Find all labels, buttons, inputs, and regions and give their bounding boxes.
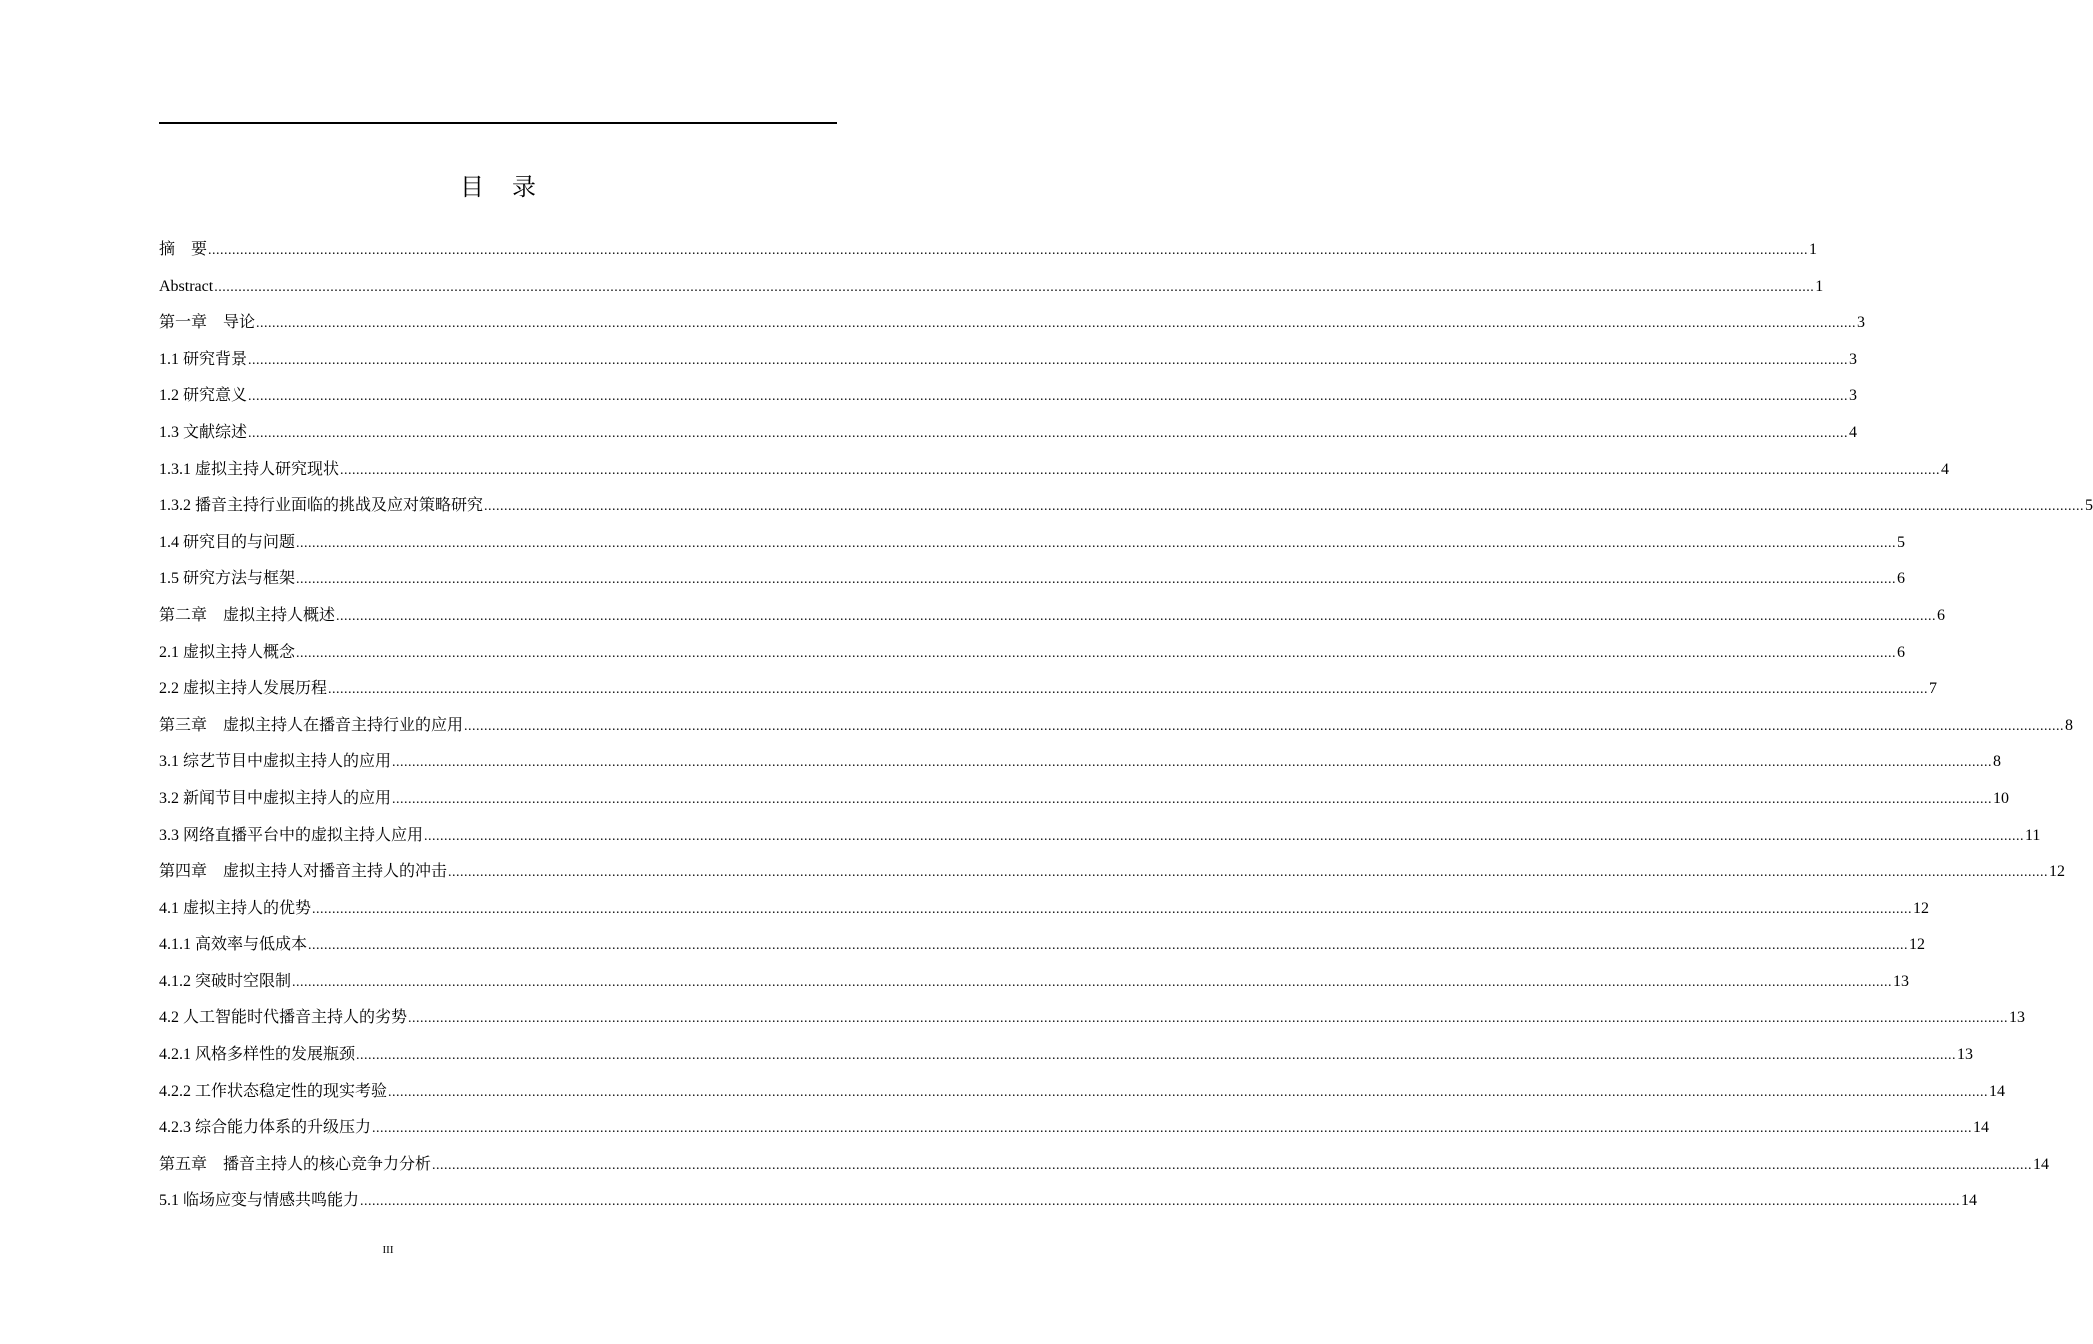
toc-leader-dots: ................................................................................................................................................................................................................................................................................................................................................................................................................ xyxy=(432,1157,2033,1173)
toc-entry-label: 3.3 网络直播平台中的虚拟主持人应用 xyxy=(159,826,424,844)
toc-entry-page: 13 xyxy=(1893,972,1910,990)
toc-entry-page: 5 xyxy=(1897,533,1906,551)
toc-leader-dots: ................................................................................................................................................................................................................................................................................................................................................................................................................ xyxy=(208,243,1809,258)
toc-entry-label: 第一章 导论 xyxy=(159,314,256,332)
toc-entry-page: 6 xyxy=(1897,643,1906,661)
toc-entry-page: 14 xyxy=(1973,1119,1990,1137)
toc-leader-dots: ................................................................................................................................................................................................................................................................................................................................................................................................................ xyxy=(484,499,2085,515)
toc-entry[interactable] xyxy=(159,964,1910,1001)
toc-leader-dots: ................................................................................................................................................................................................................................................................................................................................................................................................................ xyxy=(372,1121,1973,1137)
toc-entry[interactable] xyxy=(159,1074,2006,1111)
toc-entry[interactable] xyxy=(159,378,1858,415)
toc-leader-dots: ................................................................................................................................................................................................................................................................................................................................................................................................................ xyxy=(328,682,1929,698)
toc-entry[interactable] xyxy=(159,598,1946,635)
toc-entry-page: 5 xyxy=(2085,497,2093,515)
toc-entry[interactable] xyxy=(159,708,2074,745)
toc-entry-label: 第五章 播音主持人的核心竞争力分析 xyxy=(159,1155,432,1173)
toc-entry-label: 1.3.2 播音主持行业面临的挑战及应对策略研究 xyxy=(159,497,484,515)
toc-entry-page: 13 xyxy=(2009,1009,2026,1027)
toc-entry-page: 3 xyxy=(1857,314,1866,332)
toc-entry-label: 1.2 研究意义 xyxy=(159,387,248,405)
toc-leader-dots: ................................................................................................................................................................................................................................................................................................................................................................................................................ xyxy=(296,535,1897,551)
toc-leader-dots: ................................................................................................................................................................................................................................................................................................................................................................................................................ xyxy=(448,865,2049,881)
toc-entry-page: 8 xyxy=(1993,753,2002,771)
toc-entry[interactable] xyxy=(159,305,1866,342)
header-rule xyxy=(159,122,837,124)
toc-entry[interactable] xyxy=(159,488,2093,525)
toc-entry-label: 4.2 人工智能时代播音主持人的劣势 xyxy=(159,1009,408,1027)
toc-entry-label: 4.1.2 突破时空限制 xyxy=(159,972,292,990)
toc-entry[interactable] xyxy=(159,452,1950,489)
toc-leader-dots: ................................................................................................................................................................................................................................................................................................................................................................................................................ xyxy=(312,901,1913,917)
toc-entry-page: 13 xyxy=(1957,1046,1974,1064)
toc-entry-page: 10 xyxy=(1993,789,2010,807)
toc-entry[interactable] xyxy=(159,781,2010,818)
toc-entry-page: 4 xyxy=(1849,423,1858,441)
toc-entry-page: 8 xyxy=(2065,716,2074,734)
toc-entry-label: 第二章 虚拟主持人概述 xyxy=(159,606,336,624)
toc-entry-label: 3.2 新闻节目中虚拟主持人的应用 xyxy=(159,789,392,807)
toc-entry-page: 3 xyxy=(1849,350,1858,368)
toc-leader-dots: ................................................................................................................................................................................................................................................................................................................................................................................................................ xyxy=(336,608,1937,624)
toc-entry[interactable] xyxy=(159,891,1930,928)
toc-leader-dots: ................................................................................................................................................................................................................................................................................................................................................................................................................ xyxy=(424,828,2025,844)
toc-entry[interactable] xyxy=(159,854,2066,891)
toc-leader-dots: ................................................................................................................................................................................................................................................................................................................................................................................................................ xyxy=(464,718,2065,734)
toc-entry[interactable] xyxy=(159,269,1824,306)
toc-entry-label: 4.2.1 风格多样性的发展瓶颈 xyxy=(159,1046,356,1064)
toc-entry-label: 4.1.1 高效率与低成本 xyxy=(159,936,308,954)
toc-entry-label: 3.1 综艺节目中虚拟主持人的应用 xyxy=(159,753,392,771)
toc-entry-label: 4.2.2 工作状态稳定性的现实考验 xyxy=(159,1082,388,1100)
toc-entry[interactable] xyxy=(159,671,1938,708)
toc-entry[interactable] xyxy=(159,1037,1974,1074)
toc-entry-label: 1.4 研究目的与问题 xyxy=(159,533,296,551)
toc-entry-label: 4.1 虚拟主持人的优势 xyxy=(159,899,312,917)
toc-leader-dots: ................................................................................................................................................................................................................................................................................................................................................................................................................ xyxy=(340,462,1941,478)
toc-entry-label: 1.3 文献综述 xyxy=(159,423,248,441)
toc-leader-dots: ................................................................................................................................................................................................................................................................................................................................................................................................................ xyxy=(296,645,1897,661)
toc-entry[interactable] xyxy=(159,232,1818,269)
toc-leader-dots: ................................................................................................................................................................................................................................................................................................................................................................................................................ xyxy=(292,974,1893,990)
toc-entry-label: 5.1 临场应变与情感共鸣能力 xyxy=(159,1192,360,1210)
table-of-contents xyxy=(159,232,2093,1220)
toc-entry-page: 3 xyxy=(1849,387,1858,405)
toc-entry[interactable] xyxy=(159,635,1906,672)
toc-leader-dots: ................................................................................................................................................................................................................................................................................................................................................................................................................ xyxy=(248,352,1849,368)
toc-leader-dots: ................................................................................................................................................................................................................................................................................................................................................................................................................ xyxy=(360,1194,1961,1210)
toc-entry-label: 1.1 研究背景 xyxy=(159,350,248,368)
toc-leader-dots: ................................................................................................................................................................................................................................................................................................................................................................................................................ xyxy=(408,1011,2009,1027)
toc-entry-page: 14 xyxy=(1989,1082,2006,1100)
toc-entry[interactable] xyxy=(159,342,1858,379)
toc-title: 目录 xyxy=(460,173,564,201)
toc-leader-dots: ................................................................................................................................................................................................................................................................................................................................................................................................................ xyxy=(308,938,1909,954)
toc-entry-page: 14 xyxy=(1961,1192,1978,1210)
toc-leader-dots: ................................................................................................................................................................................................................................................................................................................................................................................................................ xyxy=(388,1084,1989,1100)
toc-entry-page: 6 xyxy=(1897,570,1906,588)
toc-leader-dots: ................................................................................................................................................................................................................................................................................................................................................................................................................ xyxy=(296,572,1897,588)
toc-entry-page: 14 xyxy=(2033,1155,2050,1173)
toc-entry[interactable] xyxy=(159,1110,1990,1147)
toc-entry[interactable] xyxy=(159,744,2002,781)
toc-entry-label: 摘 要 xyxy=(159,241,208,258)
toc-leader-dots: ................................................................................................................................................................................................................................................................................................................................................................................................................ xyxy=(214,279,1815,295)
toc-entry[interactable] xyxy=(159,1147,2050,1184)
toc-entry-page: 1 xyxy=(1815,277,1824,295)
toc-entry-page: 12 xyxy=(1909,936,1926,954)
toc-entry[interactable] xyxy=(159,1183,1978,1220)
toc-entry-page: 11 xyxy=(2025,826,2041,844)
toc-entry-label: 2.1 虚拟主持人概念 xyxy=(159,643,296,661)
toc-entry-page: 1 xyxy=(1809,241,1818,258)
toc-entry-page: 7 xyxy=(1929,680,1938,698)
toc-entry[interactable] xyxy=(159,561,1906,598)
toc-entry-label: 2.2 虚拟主持人发展历程 xyxy=(159,680,328,698)
toc-leader-dots: ................................................................................................................................................................................................................................................................................................................................................................................................................ xyxy=(356,1048,1957,1064)
toc-entry-page: 4 xyxy=(1941,460,1950,478)
toc-entry-label: 第三章 虚拟主持人在播音主持行业的应用 xyxy=(159,716,464,734)
toc-leader-dots: ................................................................................................................................................................................................................................................................................................................................................................................................................ xyxy=(248,425,1849,441)
toc-leader-dots: ................................................................................................................................................................................................................................................................................................................................................................................................................ xyxy=(392,755,1993,771)
toc-leader-dots: ................................................................................................................................................................................................................................................................................................................................................................................................................ xyxy=(248,389,1849,405)
toc-entry[interactable] xyxy=(159,818,2041,855)
toc-entry-page: 12 xyxy=(1913,899,1930,917)
toc-leader-dots: ................................................................................................................................................................................................................................................................................................................................................................................................................ xyxy=(392,791,1993,807)
toc-entry-label: 4.2.3 综合能力体系的升级压力 xyxy=(159,1119,372,1137)
toc-entry-page: 6 xyxy=(1937,606,1946,624)
toc-entry[interactable] xyxy=(159,927,1926,964)
toc-entry[interactable] xyxy=(159,525,1906,562)
toc-leader-dots: ................................................................................................................................................................................................................................................................................................................................................................................................................ xyxy=(256,316,1857,332)
toc-entry-label: 1.3.1 虚拟主持人研究现状 xyxy=(159,460,340,478)
toc-entry-label: 第四章 虚拟主持人对播音主持人的冲击 xyxy=(159,863,448,881)
toc-entry-label: Abstract xyxy=(159,277,214,295)
page-number: III xyxy=(382,1244,394,1256)
toc-entry-label: 1.5 研究方法与框架 xyxy=(159,570,296,588)
toc-entry[interactable] xyxy=(159,1000,2026,1037)
toc-entry[interactable] xyxy=(159,415,1858,452)
toc-entry-page: 12 xyxy=(2049,863,2066,881)
